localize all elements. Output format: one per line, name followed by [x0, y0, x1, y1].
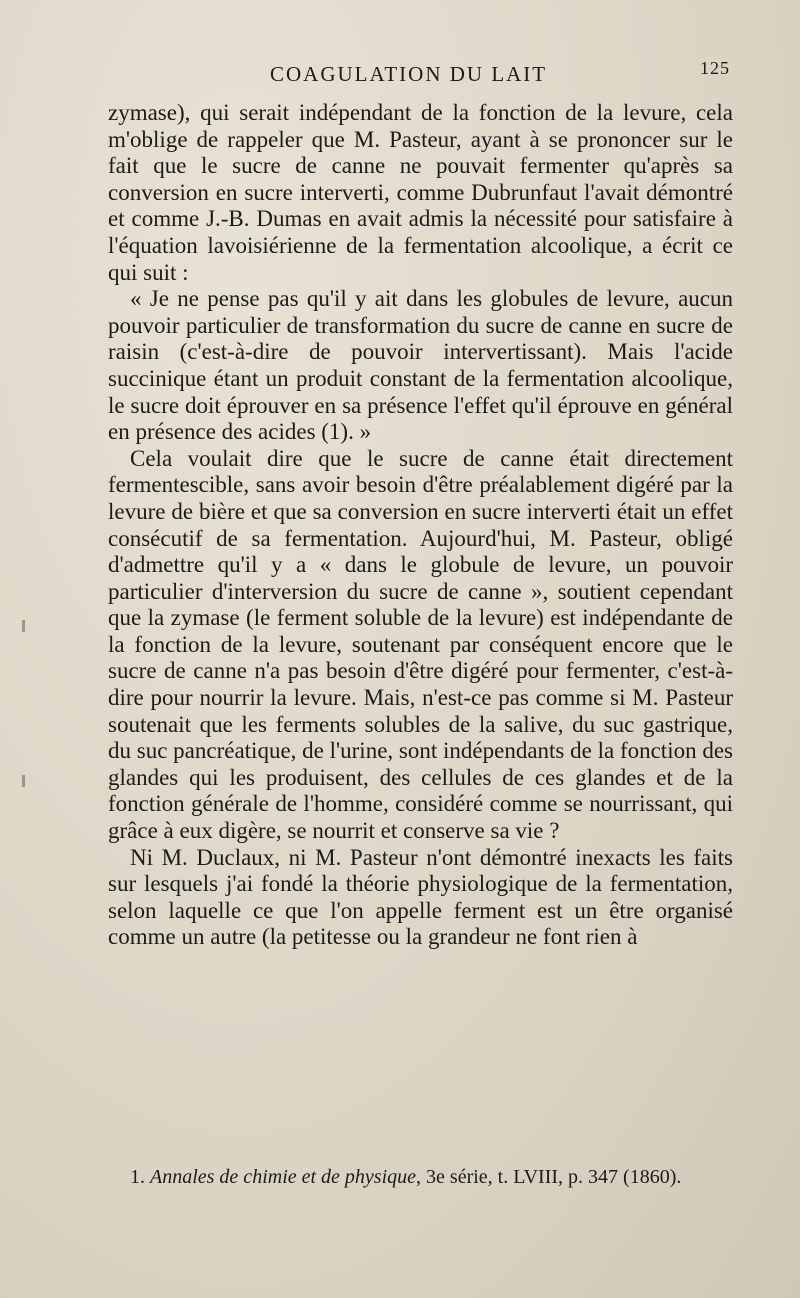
margin-mark	[22, 775, 25, 787]
running-title: COAGULATION DU LAIT	[270, 62, 548, 86]
footnote-number: 1.	[130, 1166, 145, 1188]
paragraph-2-quotation: « Je ne pense pas qu'il y ait dans les globules de levure, aucun pouvoir particulier de transformation du sucre de canne en sucre de raisin (c'est-à-dire de pouvoir intervertissant). Mais l'acide succinique étant un produit constant de la fermentation alcoolique, le sucre doit éprouver en sa présence l'effet qu'il éprouve en général en présence des acides (1). »	[108, 286, 733, 445]
margin-mark	[22, 620, 25, 632]
paragraph-1: zymase), qui serait indépendant de la fonction de la levure, cela m'oblige de rappeler que M. Pasteur, ayant à se prononcer sur le fait que le sucre de canne ne pouvait fermenter qu'après sa conversion en sucre interverti, comme Dubrunfaut l'avait démontré et comme J.-B. Dumas en avait admis la nécessité pour satisfaire à l'équation lavoisiérienne de la fermentation alcoolique, a écrit ce qui suit :	[108, 100, 733, 285]
paragraph-3: Cela voulait dire que le sucre de canne était directement fermentescible, sans avoir besoin d'être préalablement digéré par la levure de bière et que sa conversion en sucre interverti était un effet consécutif de sa fermentation. Aujourd'hui, M. Pasteur, obligé d'admettre qu'il y a « dans le globule de levure, un pouvoir particulier d'interversion du sucre de canne », soutient cependant que la zymase (le ferment soluble de la levure) est indépendante de la fonction de la levure, soutenant par conséquent encore que le sucre de canne n'a pas besoin d'être digéré pour fermenter, c'est-à-dire pour nourrir la levure. Mais, n'est-ce pas comme si M. Pasteur soutenait que les ferments solubles de la salive, du suc gastrique, du suc pancréatique, de l'urine, sont indépendants de la fonction des glandes qui les produisent, des cellules de ces glandes et de la fonction générale de l'homme, considéré comme se nourrissant, qui grâce à eux digère, se nourrit et conserve sa vie ?	[108, 445, 733, 844]
body-text	[108, 100, 733, 951]
footnote-year: (1860).	[623, 1166, 682, 1188]
footnote	[108, 1165, 733, 1190]
footnote-journal: Annales de chimie et de physique	[150, 1166, 417, 1188]
footnote-reference: , 3e série, t. LVIII, p. 347	[416, 1166, 619, 1188]
paragraph-4: Ni M. Duclaux, ni M. Pasteur n'ont démontré inexacts les faits sur lesquels j'ai fondé la théorie physiologique de la fermentation, selon laquelle ce que l'on appelle ferment est un être organisé comme un autre (la petitesse ou la grandeur ne font rien à	[108, 844, 733, 950]
running-head	[110, 58, 730, 88]
page-number: 125	[700, 58, 730, 78]
